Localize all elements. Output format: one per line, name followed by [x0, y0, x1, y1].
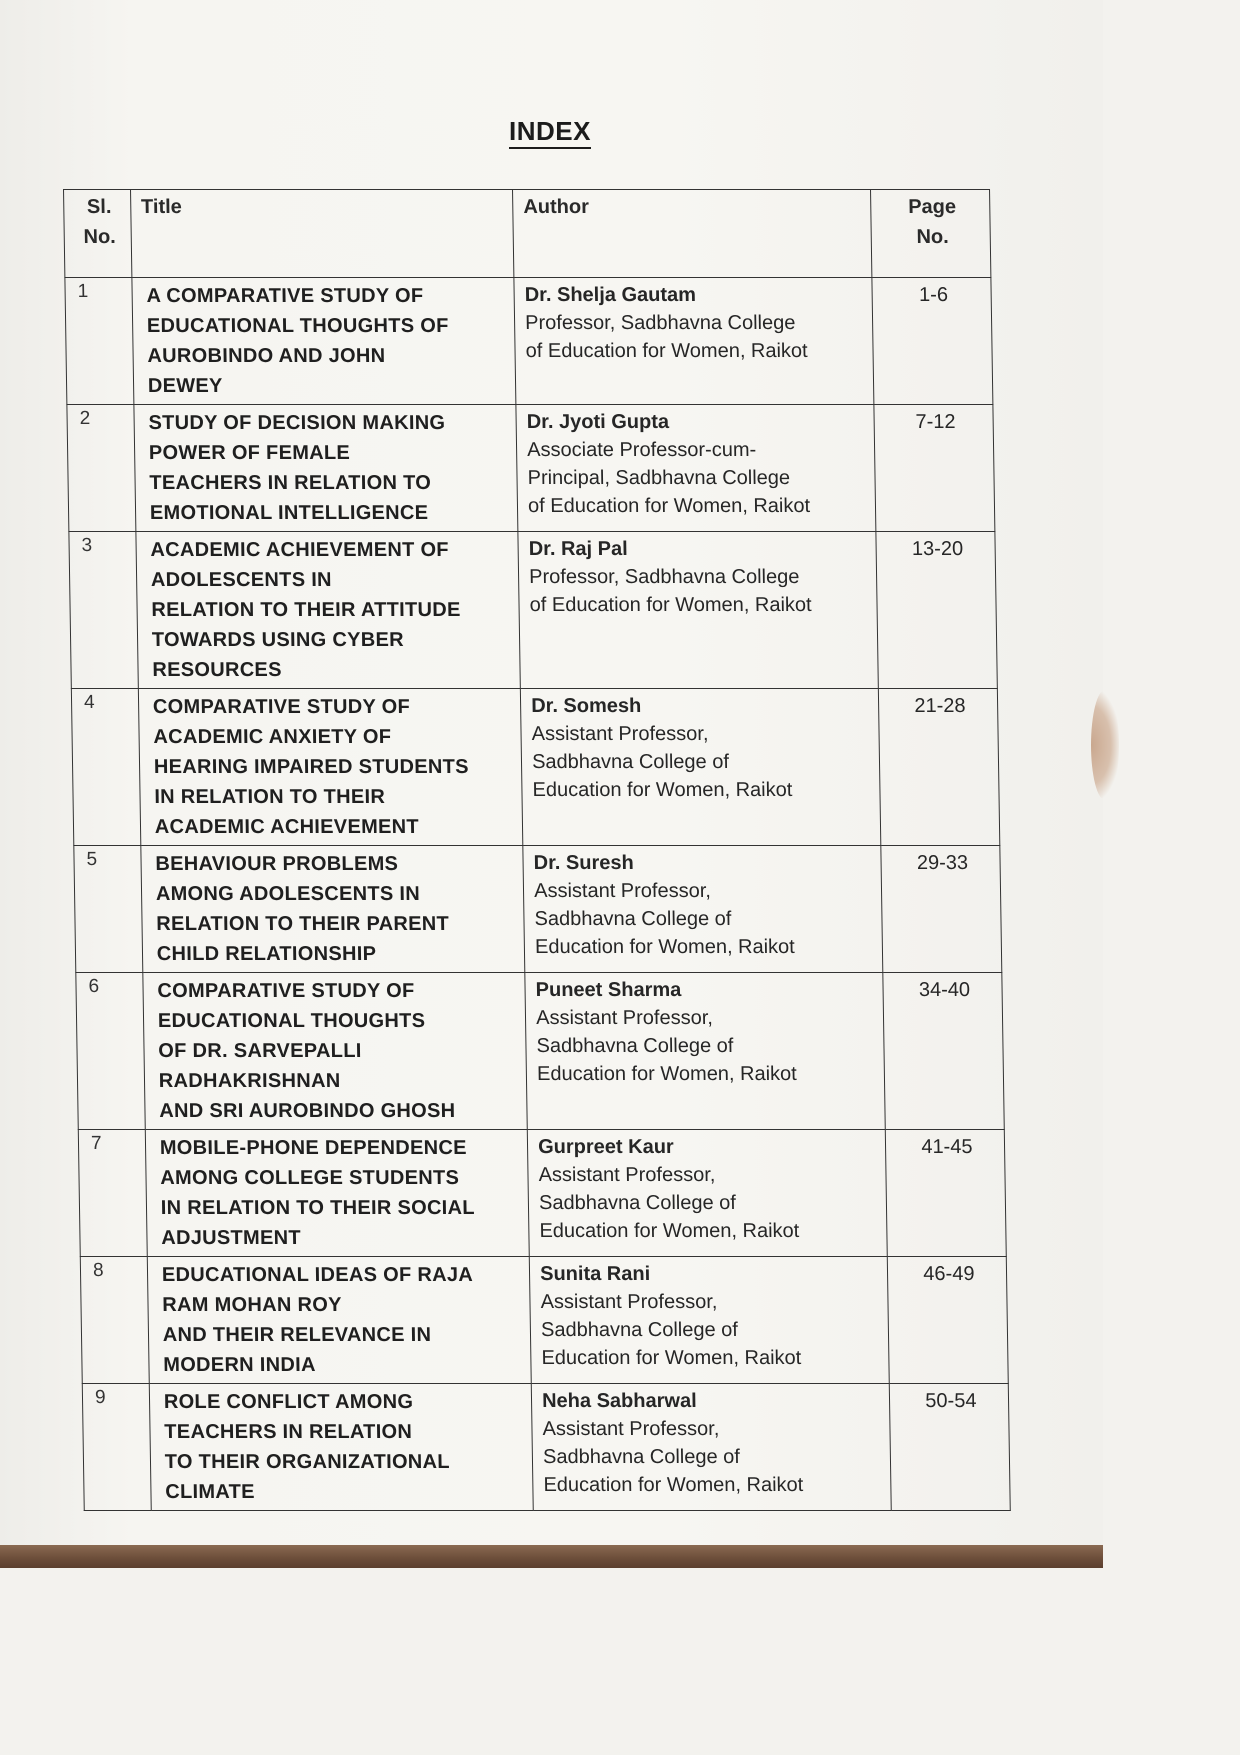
sl-no-cell: 7 — [78, 1130, 147, 1257]
author-name: Dr. Shelja Gautam — [524, 284, 697, 306]
column-header-page-no: Page No. — [870, 190, 991, 278]
table-row — [82, 1384, 1010, 1511]
table-row — [78, 1130, 1006, 1257]
author-name: Sunita Rani — [539, 1263, 651, 1285]
sl-no-cell: 1 — [65, 278, 134, 405]
page-number-cell: 34-40 — [883, 973, 1005, 1130]
author-affiliation: Assistant Professor, Sadbhavna College of Education for Women, Raikot — [533, 880, 795, 958]
title-cell: ACADEMIC ACHIEVEMENT OF ADOLESCENTS IN RELATION TO THEIR ATTITUDE TOWARDS USING CYBER RESOURCES — [136, 532, 521, 689]
column-header-sl-no: Sl. No. — [64, 190, 132, 278]
title-cell: STUDY OF DECISION MAKING POWER OF FEMALE TEACHERS IN RELATION TO EMOTIONAL INTELLIGENCE — [134, 405, 518, 532]
table-row — [76, 973, 1004, 1130]
title-cell: COMPARATIVE STUDY OF EDUCATIONAL THOUGHTS OF DR. SARVEPALLI RADHAKRISHNAN AND SRI AUROBINDO GHOSH — [143, 973, 528, 1130]
author-affiliation: Assistant Professor, Sadbhavna College of Education for Women, Raikot — [542, 1418, 804, 1496]
page-number-cell: 50-54 — [889, 1384, 1010, 1511]
title-cell: ROLE CONFLICT AMONG TEACHERS IN RELATION TO THEIR ORGANIZATIONAL CLIMATE — [149, 1384, 533, 1511]
author-affiliation: Assistant Professor, Sadbhavna College of Education for Women, Raikot — [538, 1164, 800, 1242]
page-number-cell: 7-12 — [874, 405, 995, 532]
page-number-cell: 1-6 — [872, 278, 993, 405]
background-surface — [0, 1545, 1103, 1568]
author-name: Dr. Jyoti Gupta — [526, 411, 670, 433]
author-name: Dr. Somesh — [531, 695, 642, 717]
author-cell — [525, 973, 885, 1130]
author-name: Gurpreet Kaur — [537, 1136, 674, 1158]
sl-no-cell: 4 — [71, 689, 140, 846]
sl-no-cell: 8 — [80, 1257, 149, 1384]
page-number-cell: 29-33 — [881, 846, 1002, 973]
table-row — [80, 1257, 1008, 1384]
table-body — [65, 278, 1010, 1511]
author-cell — [516, 405, 876, 532]
author-cell — [527, 1130, 887, 1257]
author-affiliation: Professor, Sadbhavna College of Education for Women, Raikot — [529, 566, 812, 616]
author-cell — [531, 1384, 891, 1511]
table-row — [69, 532, 997, 689]
title-cell: EDUCATIONAL IDEAS OF RAJA RAM MOHAN ROY AND THEIR RELEVANCE IN MODERN INDIA — [147, 1257, 531, 1384]
sl-no-cell: 6 — [76, 973, 145, 1130]
table-row — [71, 689, 999, 846]
author-cell — [514, 278, 874, 405]
author-cell — [523, 846, 883, 973]
title-cell: BEHAVIOUR PROBLEMS AMONG ADOLESCENTS IN RELATION TO THEIR PARENT CHILD RELATIONSHIP — [141, 846, 525, 973]
column-header-author: Author — [513, 190, 872, 278]
author-affiliation: Associate Professor-cum- Principal, Sadbhavna College of Education for Women, Raikot — [527, 439, 811, 517]
author-cell — [518, 532, 878, 689]
table-row — [65, 278, 993, 405]
author-name: Dr. Raj Pal — [528, 538, 628, 560]
column-header-title: Title — [130, 190, 514, 278]
title-cell: COMPARATIVE STUDY OF ACADEMIC ANXIETY OF HEARING IMPAIRED STUDENTS IN RELATION TO THEIR ACADEMIC ACHIEVEMENT — [138, 689, 523, 846]
table-header-row — [64, 190, 991, 278]
author-affiliation: Assistant Professor, Sadbhavna College of Education for Women, Raikot — [531, 723, 793, 801]
page-number-cell: 46-49 — [887, 1257, 1008, 1384]
author-affiliation: Assistant Professor, Sadbhavna College of Education for Women, Raikot — [540, 1291, 802, 1369]
page-number-cell: 13-20 — [876, 532, 998, 689]
table-row — [67, 405, 995, 532]
author-name: Neha Sabharwal — [541, 1390, 697, 1412]
table-row — [74, 846, 1002, 973]
author-cell — [529, 1257, 889, 1384]
title-cell: MOBILE-PHONE DEPENDENCE AMONG COLLEGE STUDENTS IN RELATION TO THEIR SOCIAL ADJUSTMENT — [145, 1130, 529, 1257]
page-title — [0, 116, 1100, 147]
author-cell — [520, 689, 880, 846]
sl-no-cell: 5 — [74, 846, 143, 973]
page-number-cell: 21-28 — [878, 689, 1000, 846]
author-affiliation: Professor, Sadbhavna College of Education for Women, Raikot — [525, 312, 808, 362]
author-name: Puneet Sharma — [535, 979, 682, 1001]
page-edge-shadow — [1091, 690, 1119, 800]
title-cell: A COMPARATIVE STUDY OF EDUCATIONAL THOUGHTS OF AUROBINDO AND JOHN DEWEY — [132, 278, 516, 405]
sl-no-cell: 9 — [82, 1384, 151, 1511]
page-number-cell: 41-45 — [885, 1130, 1006, 1257]
sl-no-cell: 2 — [67, 405, 136, 532]
index-table — [63, 189, 1011, 1511]
author-name: Dr. Suresh — [533, 852, 634, 874]
author-affiliation: Assistant Professor, Sadbhavna College of Education for Women, Raikot — [535, 1007, 797, 1085]
index-heading: INDEX — [509, 116, 591, 149]
sl-no-cell: 3 — [69, 532, 138, 689]
